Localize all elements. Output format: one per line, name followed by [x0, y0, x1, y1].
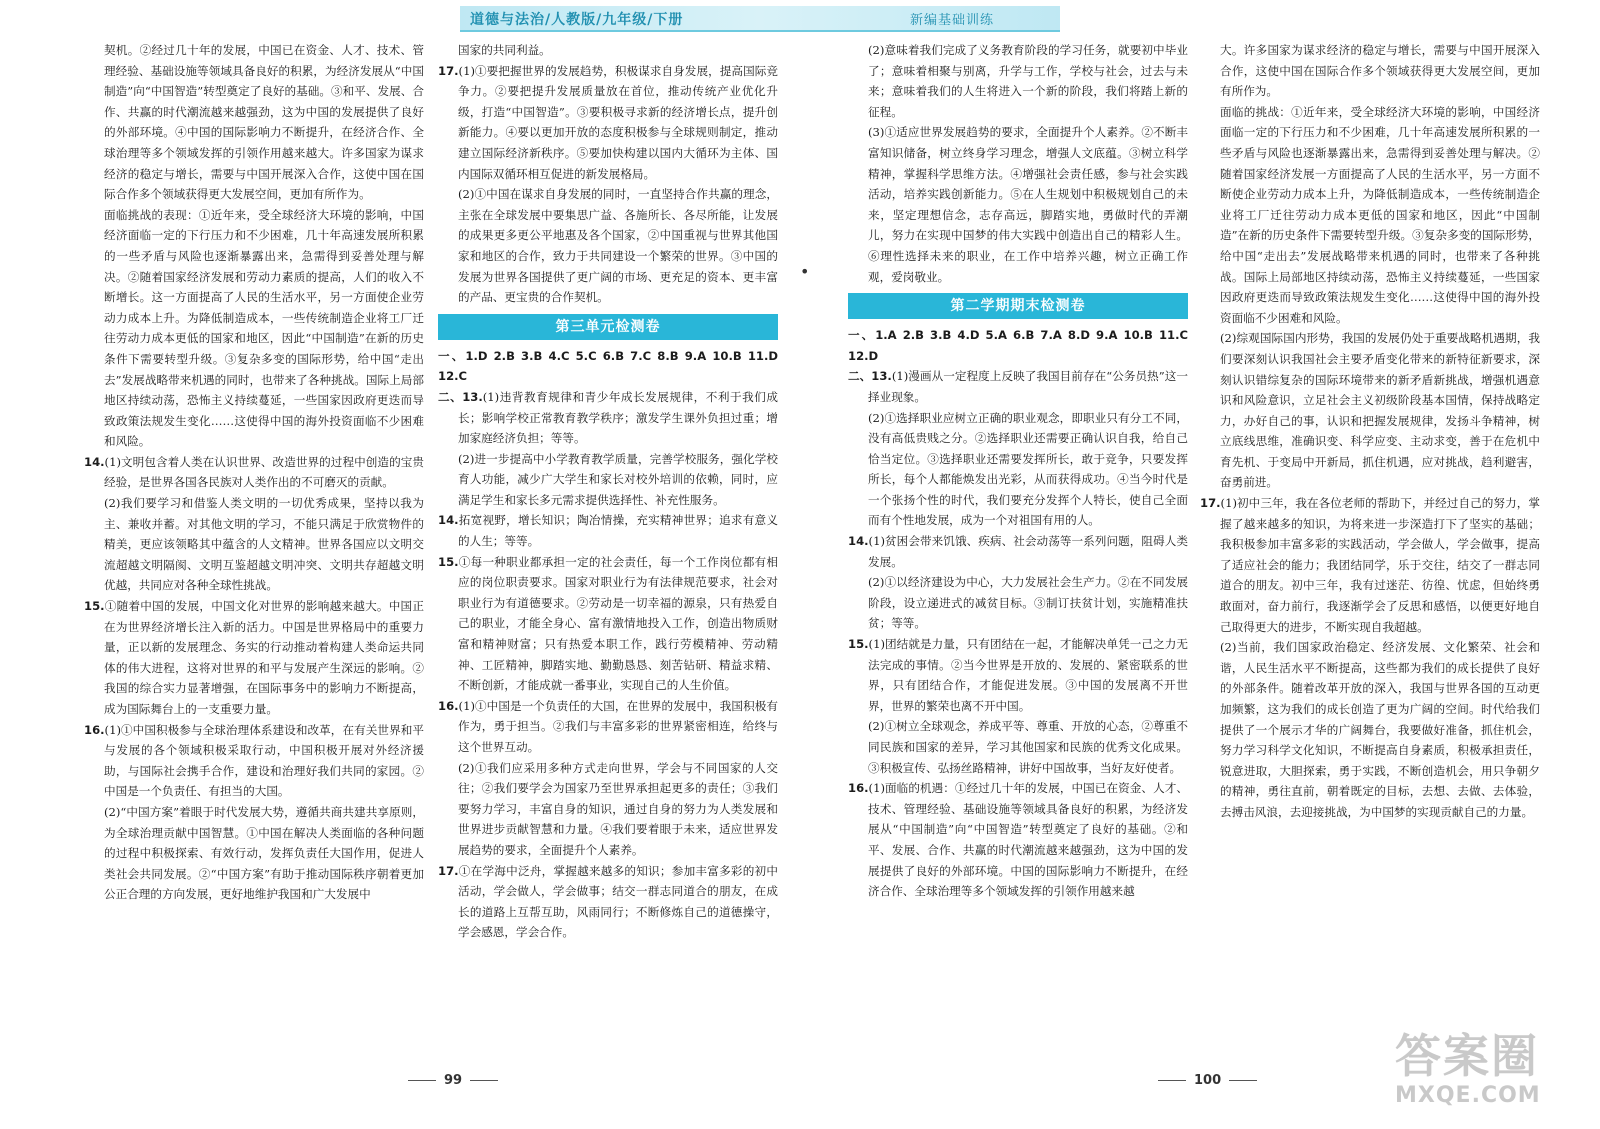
answer-text: (1)贫困会带来饥饿、疾病、社会动荡等一系列问题，阻碍人类发展。 — [868, 534, 1188, 569]
answer-paragraph — [84, 205, 424, 452]
answer-text: 大。许多国家为谋求经济的稳定与增长，需要与中国开展深入合作，这使中国在国际合作多个领域获得更大发展空间，更加有所作为。 — [1220, 43, 1540, 99]
question-answer — [438, 387, 778, 449]
answer-paragraph — [1200, 40, 1540, 102]
column-2 — [438, 40, 778, 943]
answer-paragraph — [438, 184, 778, 308]
question-answer — [438, 552, 778, 696]
page-number-left — [400, 1073, 506, 1088]
multiple-choice-answers: 一、1.A 2.B 3.B 4.D 5.A 6.B 7.A 8.D 9.A 10.B 11.C 12.D — [848, 328, 1188, 363]
answer-text: (2)我们要学习和借鉴人类文明的一切优秀成果，坚持以我为主、兼收并蓄。对其他文明的学习，不能只满足于欣赏物件的精美，更应该领略其中蕴含的人文精神。世界各国应以文明交流超越文明隔阂、文明互鉴超越文明冲突、文明共存超越文明优越，共同应对各种全球性挑战。 — [104, 496, 424, 593]
answer-paragraph — [84, 40, 424, 205]
question-answer — [438, 696, 778, 758]
answer-text: ①在学海中泛舟，掌握越来越多的知识；参加丰富多彩的初中活动，学会做人，学会做事；结交一群志同道合的朋友，在成长的道路上互帮互助，风雨同行；不断修炼自己的道德操守，学会感恩，学会合作。 — [458, 863, 778, 940]
answer-text: (2)进一步提高中小学教育教学质量，完善学校服务，强化学校育人功能，减少广大学生和家长对校外培训的依赖，同时，应满足学生和家长多元需求提供选择性、补充性服务。 — [458, 451, 778, 507]
answer-paragraph — [84, 493, 424, 596]
answer-text: ①随着中国的发展，中国文化对世界的影响越来越大。中国正在为世界经济增长注入新的活力。中国是世界格局中的重要力量，正以新的发展理念、务实的行动推动着构建人类命运共同体的伟大进程，这将对世界的和平与发展产生深远的影响。②我国的综合实力显著增强，在国际事务中的影响力不断提高，成为国际舞台上的一支重要力量。 — [104, 599, 424, 716]
question-answer — [438, 61, 778, 185]
question-answer — [438, 510, 778, 551]
answer-text: (1)初中三年，我在各位老师的帮助下，并经过自己的努力，掌握了越来越多的知识，为将来进一步深造打下了坚实的基础；我积极参加丰富多彩的实践活动，学会做人，学会做事，提高了适应社会的能力；我团结同学，乐于交往，结交了一群志同道合的朋友。初中三年，我有过迷茫、彷徨、忧虑，但始终勇敢面对，奋力前行，我逐渐学会了反思和感悟，以便更好地自己取得更大的进步，不断实现自我超越。 — [1220, 496, 1540, 634]
header-series-name: 新编基础训练 — [910, 13, 995, 28]
question-number: 17. — [1200, 496, 1221, 511]
answer-text: (2)综观国际国内形势，我国的发展仍处于重要战略机遇期，我们要深刻认识我国社会主要矛盾变化带来的新特征新要求，深刻认识错综复杂的国际环境带来的新矛盾新挑战，增强机遇意识和风险意识，立足社会主义初级阶段基本国情，保持战略定力，办好自己的事，认识和把握发展规律，发扬斗争精神，树立底线思维，准确识变、科学应变、主动求变，善于在危机中育先机、于变局中开新局，抓住机遇，应对挑战，趋利避害，奋勇前进。 — [1220, 331, 1540, 490]
question-number: 14. — [84, 454, 105, 469]
answer-text: 契机。②经过几十年的发展，中国已在资金、人才、技术、管理经验、基础设施等领域具备良好的积累，为经济发展从“中国制造”向“中国智造”转型奠定了良好的基础。③和平、发展、合作、共赢的时代潮流越来越强劲，这为中国的发展提供了良好的外部环境。④中国的国际影响力不断提升，在经济合作、全球治理等多个领域发挥的引领作用越来越大。许多国家为谋求经济的稳定与增长，需要与中国开展深入合作，这使中国在国际合作多个领域获得更大发展空间，更加有所作为。 — [104, 43, 424, 202]
answer-text: (1)违背教育规律和青少年成长发展规律，不利于我们成长；影响学校正常教育教学秩序；激发学生课外负担过重；增加家庭经济负担；等等。 — [458, 389, 778, 446]
section-heading: 第二学期期末检测卷 — [848, 293, 1188, 319]
page-number-right-value: 100 — [1194, 1073, 1222, 1088]
column-4 — [1200, 40, 1540, 823]
question-number: 17. — [438, 63, 459, 78]
answer-text: (1)文明包含着人类在认识世界、改造世界的过程中创造的宝贵经验，是世界各国各民族对人类作出的不可磨灭的贡献。 — [104, 454, 424, 490]
answer-paragraph — [1200, 102, 1540, 329]
answer-text: 面临的挑战：①近年来，受全球经济大环境的影响，中国经济面临一定的下行压力和不少困难，几十年高速发展所积累的一些矛盾与风险也逐渐暴露出来，急需得到妥善处理与解决。②随着国家经济发展一方面提高了人民的生活水平，另一方面不断使企业劳动力成本上升，为降低制造成本，一些传统制造企业将工厂迁往劳动力成本更低的国家和地区，因此“中国制造”在新的历史条件下需要转型升级。③复杂多变的国际形势，给中国“走出去”发展战略带来机遇的同时，也带来了各种挑战。国际上局部地区持续动荡，恐怖主义持续蔓延，一些国家因政府更迭而导致政策法规发生变化……这使得中国的海外投资面临不少困难和风险。 — [1220, 104, 1540, 325]
answer-text: (1)团结就是力量，只有团结在一起，才能解决单凭一己之力无法完成的事情。②当今世界是开放的、发展的、紧密联系的世界，只有团结合作，才能促进发展。③中国的发展离不开世界，世界的繁荣也离不开中国。 — [868, 637, 1188, 713]
gutter-dot: • — [800, 262, 810, 281]
question-number: 二、13. — [438, 389, 483, 404]
answer-text: (1)面临的机遇：①经过几十年的发展，中国已在资金、人才、技术、管理经验、基础设施等领域具备良好的积累，为经济发展从“中国制造”向“中国智造”转型奠定了良好的基础。②和平、发展、合作、共赢的时代潮流越来越强劲，这为中国的发展提供了良好的外部环境。中国的国际影响力不断提升，在经济合作、全球治理等多个领域发挥的引领作用越来越 — [868, 781, 1188, 899]
answer-text: (1)①要把握世界的发展趋势，积极谋求自身发展，提高国际竞争力。②要把提升发展质量放在首位，推动传统产业优化升级，打造“中国智造”。③要积极寻求新的经济增长点，提升创新能力。④要以更加开放的态度积极参与全球规则制定，推动建立国际经济新秩序。⑤要加快构建以国内大循环为主体、国内国际双循环相互促进的新发展格局。 — [458, 63, 778, 181]
question-number: 16. — [438, 698, 459, 713]
question-number: 二、13. — [848, 369, 892, 384]
answer-text: (2)①中国在谋求自身发展的同时，一直坚持合作共赢的理念，主张在全球发展中要集思广益、各施所长、各尽所能，让发展的成果更多更公平地惠及各个国家，②中国重视与世界其他国家和地区的合作，致力于共同建设一个繁荣的世界。③中国的发展为世界各国提供了更广阔的市场、更充足的资本、更丰富的产品、更宝贵的合作契机。 — [458, 187, 778, 305]
question-answer — [1200, 493, 1540, 637]
answer-text: ①每一种职业都承担一定的社会责任，每一个工作岗位都有相应的岗位职责要求。国家对职业行为有法律规范要求，社会对职业行为有道德要求。②劳动是一切幸福的源泉，只有热爱自己的职业，才能全身心、富有激情地投入工作，创造出物质财富和精神财富；只有热爱本职工作，践行劳模精神、劳动精神、工匠精神，脚踏实地、勤勤恳恳、刻苦钻研、精益求精、不断创新，才能成就一番事业，实现自己的人生价值。 — [458, 554, 778, 693]
question-number: 15. — [848, 637, 869, 652]
section-heading: 第三单元检测卷 — [438, 314, 778, 340]
answer-paragraph — [1200, 637, 1540, 822]
question-answer — [84, 452, 424, 493]
answer-paragraph — [438, 758, 778, 861]
question-answer — [848, 634, 1188, 716]
answer-text: (2)①以经济建设为中心，大力发展社会生产力。②在不同发展阶段，设立递进式的减贫目标。③制订扶贫计划，实施精准扶贫；等等。 — [868, 575, 1188, 631]
answer-text: (2)意味着我们完成了义务教育阶段的学习任务，就要初中毕业了；意味着相聚与别离，升学与工作，学校与社会，过去与未来；意味着我们的人生将进入一个新的阶段，我们将踏上新的征程。 — [868, 43, 1188, 119]
question-answer — [848, 778, 1188, 902]
answer-text: (3)①适应世界发展趋势的要求，全面提升个人素养。②不断丰富知识储备，树立终身学习理念，增强人文底蕴。③树立科学精神，掌握科学思维方法。④增强社会责任感，参与社会实践活动，培养实践创新能力。⑤在人生规划中积极规划自己的未来，坚定理想信念，志存高远，脚踏实地，勇做时代的弄潮儿，努力在实现中国梦的伟大实践中创造出自己的精彩人生。⑥理性选择未来的职业，在工作中培养兴趣，树立正确工作观，爱岗敬业。 — [868, 125, 1188, 284]
question-answer — [84, 720, 424, 802]
answer-text: (2)“中国方案”着眼于时代发展大势，遵循共商共建共享原则，为全球治理贡献中国智慧。①中国在解决人类面临的各种问题的过程中积极探索、有效行动，发挥负责任大国作用，促进人类社会共同发展。②“中国方案”有助于推动国际秩序朝着更加公正合理的方向发展，更好地维护我国和广大发展中 — [104, 804, 424, 902]
question-answer — [84, 596, 424, 720]
answer-paragraph — [848, 122, 1188, 287]
question-number: 14. — [848, 534, 869, 549]
column-1 — [84, 40, 424, 905]
page-number-right — [1150, 1073, 1265, 1088]
answer-paragraph — [848, 716, 1188, 778]
watermark-logo — [1395, 1030, 1595, 1126]
multiple-choice-answers: 一、1.D 2.B 3.B 4.C 5.C 6.B 7.C 8.B 9.A 10.B 11.D 12.C — [438, 348, 778, 384]
answer-text: (2)①树立全球观念，养成平等、尊重、开放的心态，②尊重不同民族和国家的差异，学习其他国家和民族的优秀文化成果。③积极宣传、弘扬丝路精神，讲好中国故事，当好友好使者。 — [868, 719, 1188, 775]
answer-text: 拓宽视野，增长知识；陶冶情操，充实精神世界；追求有意义的人生；等等。 — [458, 513, 778, 549]
watermark-cn: 答案圈 — [1395, 1029, 1539, 1083]
question-number: 17. — [438, 863, 459, 878]
question-answer — [848, 531, 1188, 572]
answer-text: (2)当前，我们国家政治稳定、经济发展、文化繁荣、社会和谐，人民生活水平不断提高，这些都为我们的成长提供了良好的外部条件。随着改革开放的深入，我国与世界各国的互动更加频繁，这为我们的成长创造了更为广阔的空间。时代给我们提供了一个展示才华的广阔舞台，我要做好准备，抓住机会，努力学习科学文化知识，不断提高自身素质，积极承担责任，锐意进取，大胆探索，勇于实践，不断创造机会，用只争朝夕的精神，勇往直前，朝着既定的目标，去想、去做、去体验，去搏击风浪，去迎接挑战，为中国梦的实现贡献自己的力量。 — [1220, 640, 1540, 819]
question-number: 15. — [84, 599, 105, 614]
question-number: 16. — [848, 781, 869, 796]
answer-paragraph — [848, 572, 1188, 634]
answer-text: 国家的共同利益。 — [458, 43, 551, 57]
question-number: 15. — [438, 554, 459, 569]
answer-text: (1)①中国是一个负责任的大国，在世界的发展中，我国积极有作为，勇于担当。②我们与丰富多彩的世界紧密相连，给终与这个世界互动。 — [458, 698, 778, 754]
page-number-left-value: 99 — [444, 1073, 463, 1088]
header-bar — [0, 0, 1600, 34]
answer-paragraph — [848, 408, 1188, 532]
watermark-en: MXQE.COM — [1395, 1083, 1541, 1108]
column-3 — [848, 40, 1188, 902]
answer-text: (1)漫画从一定程度上反映了我国目前存在“公务员热”这一择业现象。 — [868, 369, 1188, 404]
answer-paragraph — [1200, 328, 1540, 493]
question-number: 14. — [438, 513, 459, 528]
answer-paragraph — [438, 40, 778, 61]
header-title: 道德与法治/人教版/九年级/下册 — [470, 12, 684, 28]
answer-paragraph — [84, 802, 424, 905]
answer-paragraph — [848, 40, 1188, 122]
question-answer — [438, 861, 778, 943]
question-answer — [848, 366, 1188, 407]
answer-text: 面临挑战的表现：①近年来，受全球经济大环境的影响，中国经济面临一定的下行压力和不少困难，几十年高速发展所积累的一些矛盾与风险也逐渐暴露出来，急需得到妥善处理与解决。②随着国家经济发展和劳动力素质的提高，人们的收入不断增长。这一方面提高了人民的生活水平，另一方面使企业劳动力成本上升。为降低制造成本，一些传统制造企业将工厂迁往劳动力成本更低的国家和地区，因此“中国制造”在新的历史条件下需要转型升级。③复杂多变的国际形势，给中国“走出去”发展战略带来机遇的同时，也带来了各种挑战。国际上局部地区持续动荡，恐怖主义持续蔓延，一些国家因政府更迭而导致政策法规发生变化……这使得中国的海外投资面临不少困难和风险。 — [104, 207, 424, 449]
answer-text: (2)①我们应采用多种方式走向世界，学会与不同国家的人交往；②我们要学会为国家乃至世界承担起更多的责任；③我们要努力学习，丰富自身的知识，通过自身的努力为人类发展和世界进步贡献智慧和力量。④我们要着眼于未来，适应世界发展趋势的要求，全面提升个人素养。 — [458, 760, 778, 857]
question-number: 16. — [84, 722, 105, 737]
answer-text: (2)①选择职业应树立正确的职业观念，即职业只有分工不同，没有高低贵贱之分。②选择职业还需要正确认识自我，给自己恰当定位。③选择职业还需要发挥所长，敢于竞争，只要发挥所长，每个人都能焕发出光彩，从而获得成功。④当今时代是一个张扬个性的时代，我们要充分发挥个人特长，使自己全面而有个性地发展，成为一个对祖国有用的人。 — [868, 410, 1188, 528]
answer-text: (1)①中国积极参与全球治理体系建设和改革，在有关世界和平与发展的各个领域积极采取行动，中国积极开展对外经济援助，与国际社会携手合作，建设和治理好我们共同的家园。②中国是一个负责任、有担当的大国。 — [104, 722, 424, 799]
answer-paragraph — [438, 449, 778, 511]
